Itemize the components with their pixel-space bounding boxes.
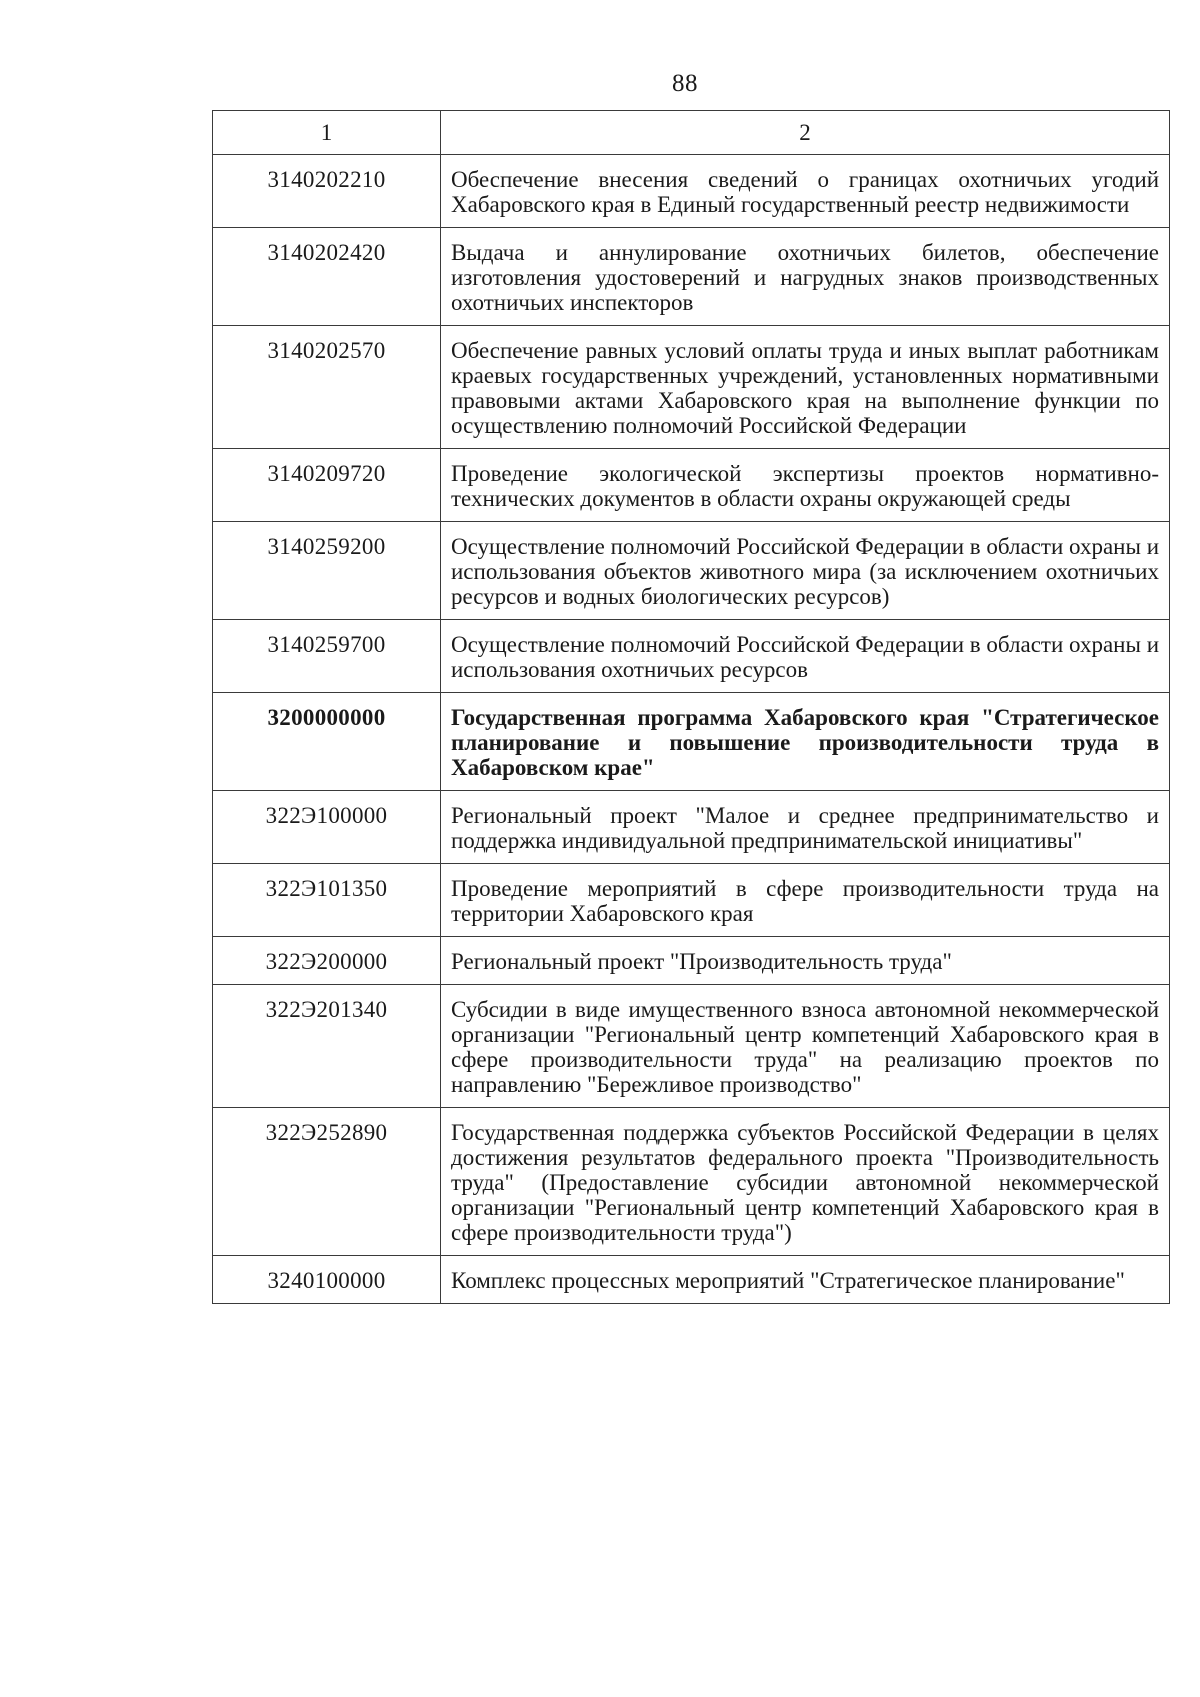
table-row [213,620,1170,693]
row-code: 3200000000 [213,693,441,791]
row-name: Обеспечение внесения сведений о границах охотничьих угодий Хабаровского края в Единый государственный реестр недвижимости [441,155,1170,228]
row-name: Государственная программа Хабаровского края "Стратегическое планирование и повышение производительности труда в Хабаровском крае" [441,693,1170,791]
page-number: 88 [672,70,698,97]
table-row-program [213,693,1170,791]
row-name: Обеспечение равных условий оплаты труда и иных выплат работникам краевых государственных учреждений, установленных нормативными правовыми актами Хабаровского края на выполнение функции по осуществлению полномочий Российской Федерации [441,326,1170,449]
table-row [213,864,1170,937]
table-row [213,1256,1170,1304]
row-code: 3140259200 [213,522,441,620]
row-code: 3140209720 [213,449,441,522]
table-row [213,522,1170,620]
table-row [213,326,1170,449]
table-row [213,791,1170,864]
table-row [213,1108,1170,1256]
table-row [213,228,1170,326]
row-name: Комплекс процессных мероприятий "Стратегическое планирование" [441,1256,1170,1304]
row-name: Осуществление полномочий Российской Федерации в области охраны и использования объектов животного мира (за исключением охотничьих ресурсов и водных биологических ресурсов) [441,522,1170,620]
budget-classification-table [212,110,1170,1304]
table-header-row [213,111,1170,155]
row-code: 3140259700 [213,620,441,693]
row-name: Выдача и аннулирование охотничьих билетов, обеспечение изготовления удостоверений и нагрудных знаков производственных охотничьих инспекторов [441,228,1170,326]
table-row [213,937,1170,985]
column-header-code: 1 [213,111,441,155]
row-name: Проведение мероприятий в сфере производительности труда на территории Хабаровского края [441,864,1170,937]
row-code: 322Э101350 [213,864,441,937]
row-name: Государственная поддержка субъектов Российской Федерации в целях достижения результатов федерального проекта "Производительность труда" (Предоставление субсидии автономной некоммерческой организации "Региональный центр компетенций Хабаровского края в сфере производительности труда") [441,1108,1170,1256]
row-name: Субсидии в виде имущественного взноса автономной некоммерческой организации "Региональный центр компетенций Хабаровского края в сфере производительности труда" на реализацию проектов по направлению "Бережливое производство" [441,985,1170,1108]
row-code: 3240100000 [213,1256,441,1304]
row-name: Осуществление полномочий Российской Федерации в области охраны и использования охотничьих ресурсов [441,620,1170,693]
column-header-name: 2 [441,111,1170,155]
row-code: 322Э100000 [213,791,441,864]
row-code: 3140202570 [213,326,441,449]
table-row [213,155,1170,228]
table-row [213,449,1170,522]
row-name: Проведение экологической экспертизы проектов нормативно-технических документов в области охраны окружающей среды [441,449,1170,522]
row-code: 322Э200000 [213,937,441,985]
table-row [213,985,1170,1108]
row-code: 3140202420 [213,228,441,326]
row-code: 3140202210 [213,155,441,228]
row-name: Региональный проект "Производительность труда" [441,937,1170,985]
row-name: Региональный проект "Малое и среднее предпринимательство и поддержка индивидуальной предпринимательской инициативы" [441,791,1170,864]
row-code: 322Э201340 [213,985,441,1108]
row-code: 322Э252890 [213,1108,441,1256]
